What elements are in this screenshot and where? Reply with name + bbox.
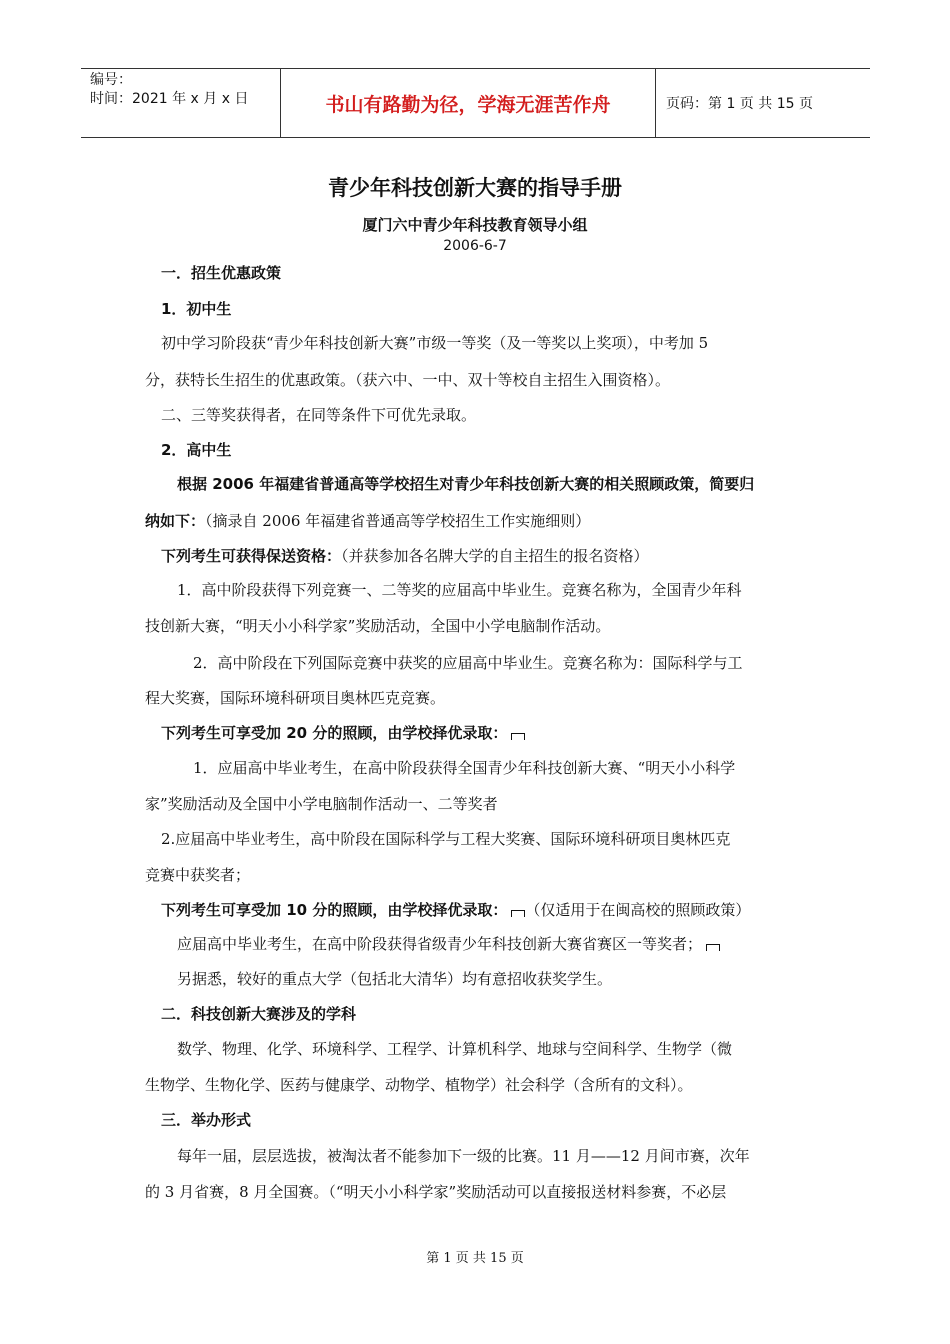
paragraph-line: 技创新大赛，“明天小小科学家”奖励活动，全国中小学电脑制作活动。 <box>145 617 611 635</box>
page-footer: 第 1 页 共 15 页 <box>426 1251 524 1266</box>
paragraph-line: 竞赛中获奖者； <box>145 866 251 884</box>
subsection-heading-senior: 2．高中生 <box>161 441 232 459</box>
section-heading-2: 二．科技创新大赛涉及的学科 <box>161 1005 357 1023</box>
paragraph-line: 初中学习阶段获“青少年科技创新大赛”市级一等奖（及一等奖以上奖项），中考加 5 <box>161 334 709 352</box>
paragraph-line <box>145 510 590 531</box>
paragraph-text: 应届高中毕业考生，在高中阶段获得省级青少年科技创新大赛省赛区一等奖者； <box>177 935 703 953</box>
paragraph-line <box>161 722 525 743</box>
paragraph-line <box>161 899 750 920</box>
paragraph-line: 2.应届高中毕业考生，高中阶段在国际科学与工程大奖赛、国际环境科研项目奥林匹克 <box>161 830 731 848</box>
bold-lead: 纳如下： <box>145 512 206 530</box>
header-motto: 书山有路勤为径，学海无涯苦作舟 <box>281 69 656 137</box>
paren-note: （仅适用于在闽高校的照顾政策） <box>525 901 751 919</box>
paragraph-line: 程大奖赛，国际环境科研项目奥林匹克竞赛。 <box>145 689 446 707</box>
paragraph-line-bold: 根据 2006 年福建省普通高等学校招生对青少年科技创新大赛的相关照顾政策，简要归 <box>177 475 755 493</box>
paragraph-line: 2．高中阶段在下列国际竞赛中获奖的应届高中毕业生。竞赛名称为：国际科学与工 <box>193 654 743 672</box>
paragraph-line: 家”奖励活动及全国中小学电脑制作活动一、二等奖者 <box>145 795 498 813</box>
paragraph-line: 的 3 月省赛，8 月全国赛。（“明天小小科学家”奖励活动可以直接报送材料参赛，不必层 <box>145 1183 727 1201</box>
document-subtitle: 厦门六中青少年科技教育领导小组 <box>362 216 588 234</box>
document-time-label: 时间：2021 年 x 月 x 日 <box>90 91 249 107</box>
section-heading-3: 三．举办形式 <box>161 1111 252 1129</box>
document-title: 青少年科技创新大赛的指导手册 <box>328 176 622 200</box>
source-note: （摘录自 2006 年福建省普通高等学校招生工作实施细则） <box>205 512 591 530</box>
paragraph-line: 另据悉，较好的重点大学（包括北大清华）均有意招收获奖学生。 <box>177 970 613 988</box>
header-page-info: 页码：第 1 页 共 15 页 <box>666 96 813 112</box>
symbol-glyph <box>706 944 720 951</box>
document-date: 2006-6-7 <box>443 238 507 254</box>
bold-lead: 下列考生可获得保送资格： <box>161 547 342 565</box>
paragraph-line: 数学、物理、化学、环境科学、工程学、计算机科学、地球与空间科学、生物学（微 <box>177 1040 733 1058</box>
section-heading-1: 一．招生优惠政策 <box>161 264 282 282</box>
page-header <box>81 68 870 138</box>
paragraph-line: 1．高中阶段获得下列竞赛一、二等奖的应届高中毕业生。竞赛名称为，全国青少年科 <box>177 581 742 599</box>
paragraph-line <box>177 933 720 954</box>
bold-lead: 下列考生可享受加 20 分的照顾，由学校择优录取： <box>161 724 508 742</box>
paragraph-line <box>161 545 649 566</box>
paren-note: （并获参加各名牌大学的自主招生的报名资格） <box>341 547 649 565</box>
paragraph-line: 生物学、生物化学、医药与健康学、动物学、植物学）社会科学（含所有的文科）。 <box>145 1076 693 1094</box>
paragraph-line: 每年一届，层层选拔，被淘汰者不能参加下一级的比赛。11 月——12 月间市赛，次年 <box>177 1147 750 1165</box>
symbol-glyph <box>511 733 525 740</box>
paragraph-line: 二、三等奖获得者，在同等条件下可优先录取。 <box>161 406 477 424</box>
document-number-label: 编号： <box>90 72 132 88</box>
paragraph-line: 分，获特长生招生的优惠政策。（获六中、一中、双十等校自主招生入围资格）。 <box>145 371 671 389</box>
paragraph-line: 1．应届高中毕业考生，在高中阶段获得全国青少年科技创新大赛、“明天小小科学 <box>193 759 736 777</box>
bold-lead: 下列考生可享受加 10 分的照顾，由学校择优录取： <box>161 901 508 919</box>
symbol-glyph <box>511 910 525 917</box>
subsection-heading-junior: 1．初中生 <box>161 300 232 318</box>
header-meta-cell <box>81 69 281 137</box>
